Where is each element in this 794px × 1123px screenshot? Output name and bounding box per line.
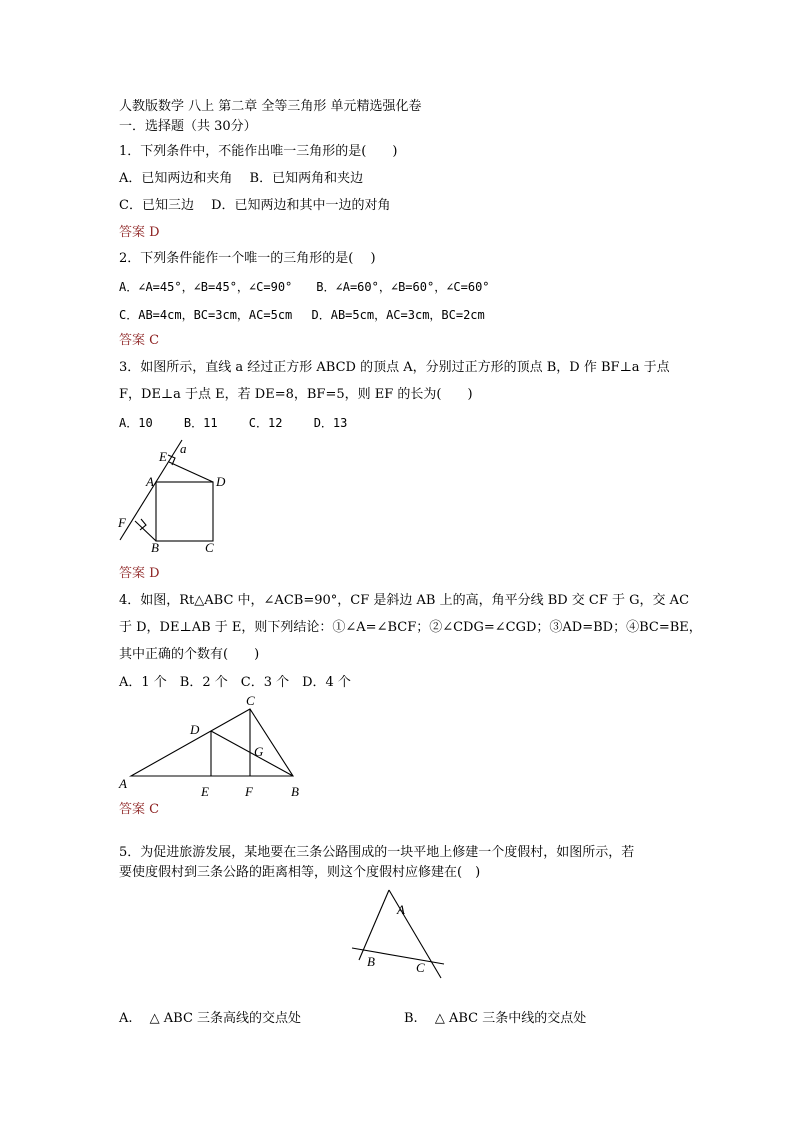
q4-label-e: E xyxy=(201,784,209,799)
q3-label-c: C xyxy=(205,540,214,555)
q3-stem-line1: 3．如图所示，直线 a 经过正方形 ABCD 的顶点 A，分别过正方形的顶点 B，D 作 BF⊥a 于点 xyxy=(119,360,670,375)
q4-label-d: D xyxy=(190,722,200,737)
q3-label-a-vertex: A xyxy=(146,474,154,489)
q5-label-c: C xyxy=(416,960,425,975)
q3-label-f: F xyxy=(118,515,126,530)
q5-option-a: A. △ ABC 三条高线的交点处 xyxy=(119,1011,302,1026)
q4-label-c: C xyxy=(246,693,255,708)
page-title: 人教版数学 八上 第二章 全等三角形 单元精选强化卷 xyxy=(119,99,422,114)
q2-options-cd: C．AB=4cm，BC=3cm，AC=5cm D．AB=5cm，AC=3cm，BC=2cm xyxy=(119,308,485,322)
q3-square-figure xyxy=(110,436,240,561)
q4-stem-line3: 其中正确的个数有( ) xyxy=(119,647,260,662)
q1-answer: 答案 D xyxy=(119,225,160,240)
q4-label-b: B xyxy=(291,784,299,799)
q5-roads-figure xyxy=(345,886,455,986)
q2-answer: 答案 C xyxy=(119,333,160,348)
q1-options-cd: C．已知三边 D．已知两边和其中一边的对角 xyxy=(119,198,391,213)
q3-label-d: D xyxy=(216,474,226,489)
q4-stem-line1: 4．如图，Rt△ABC 中，∠ACB=90°，CF 是斜边 AB 上的高，角平分线 BD 交 CF 于 G，交 AC xyxy=(119,593,690,608)
q4-label-a: A xyxy=(119,776,127,791)
q3-label-e: E xyxy=(159,449,167,464)
q2-stem: 2．下列条件能作一个唯一的三角形的是( ) xyxy=(119,251,376,266)
q4-triangle-figure xyxy=(115,690,315,802)
q3-stem-line2: F，DE⊥a 于点 E，若 DE=8，BF=5，则 EF 的长为( ) xyxy=(119,387,473,402)
q3-label-a: a xyxy=(180,441,187,456)
q5-label-b: B xyxy=(367,954,375,969)
section-heading: 一．选择题（共 30分） xyxy=(119,119,257,134)
q2-options-ab: A．∠A=45°，∠B=45°，∠C=90° B．∠A=60°，∠B=60°，∠C=60° xyxy=(119,280,490,294)
q4-stem-line2: 于 D，DE⊥AB 于 E，则下列结论：①∠A=∠BCF；②∠CDG=∠CGD；③AD=BD；④BC=BE， xyxy=(119,620,702,635)
q3-options: A．10 B．11 C．12 D．13 xyxy=(119,416,348,430)
q3-answer: 答案 D xyxy=(119,566,160,581)
q4-options: A．1 个 B．2 个 C．3 个 D．4 个 xyxy=(119,675,351,690)
q1-options-ab: A．已知两边和夹角 B．已知两角和夹边 xyxy=(119,171,364,186)
q5-stem-line1: 5．为促进旅游发展，某地要在三条公路围成的一块平地上修建一个度假村，如图所示，若 xyxy=(119,845,635,860)
q4-label-g: G xyxy=(254,744,264,759)
q5-label-a: A xyxy=(397,902,405,917)
q1-stem: 1．下列条件中，不能作出唯一三角形的是( ) xyxy=(119,144,398,159)
q4-answer: 答案 C xyxy=(119,802,160,817)
q5-option-b: B. △ ABC 三条中线的交点处 xyxy=(404,1011,587,1026)
q3-label-b: B xyxy=(151,540,159,555)
q4-label-f: F xyxy=(245,784,253,799)
q5-stem-line2: 要使度假村到三条公路的距离相等，则这个度假村应修建在( ) xyxy=(119,865,481,880)
